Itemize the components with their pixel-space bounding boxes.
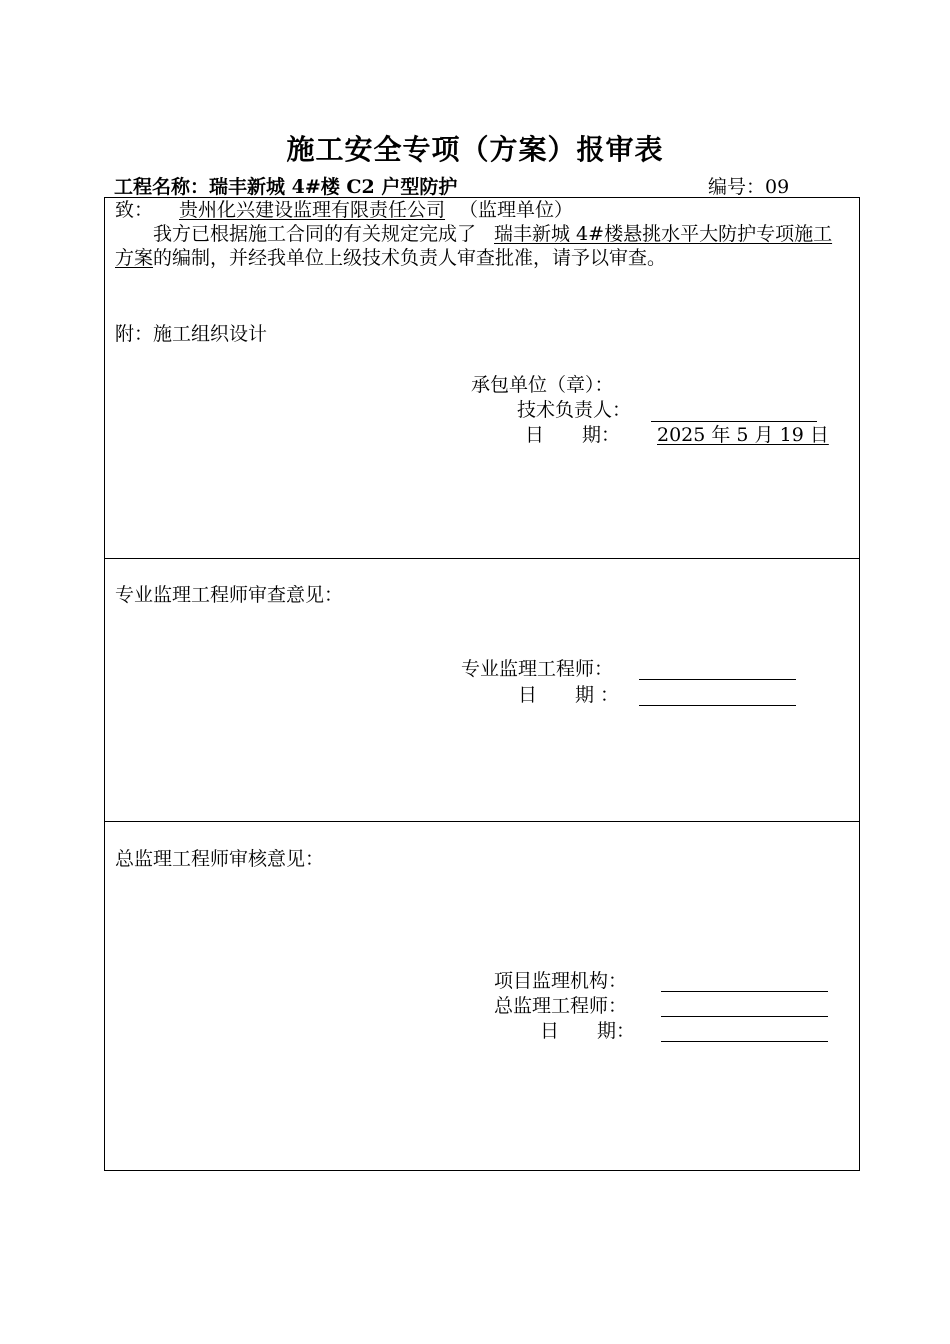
contractor-section (105, 198, 859, 558)
chief-review-section (105, 821, 859, 1170)
to-role: （监理单位） (459, 199, 574, 221)
supervision-org-line[interactable] (661, 991, 828, 992)
project-name-header (114, 172, 457, 199)
addressee-line (115, 198, 573, 222)
engineer-review-heading: 专业监理工程师审查意见： (115, 584, 344, 606)
project-name: 瑞丰新城 4#楼 C2 户型防护 (209, 176, 458, 198)
to-label: 致： (115, 199, 154, 221)
date-label: 日 期： (525, 424, 621, 446)
body-suffix: 的编制，并经我单位上级技术负责人审查批准，请予以审查。 (153, 247, 667, 269)
engineer-review-section (105, 558, 859, 821)
number-value: 09 (765, 176, 790, 198)
chief-engineer-label: 总监理工程师： (494, 995, 628, 1017)
body-prefix: 我方已根据施工合同的有关规定完成了 (153, 223, 477, 245)
tech-lead-signature-line[interactable] (651, 421, 817, 422)
engineer-date-label: 日 期 ： (518, 684, 620, 706)
chief-review-heading: 总监理工程师审核意见： (115, 848, 325, 870)
chief-date-line[interactable] (661, 1041, 828, 1042)
attachment-line: 附：施工组织设计 (115, 323, 268, 345)
supervision-org-label: 项目监理机构： (494, 970, 628, 992)
body-project: 瑞丰新城 4#楼悬挑水平大防护专项施工方案 (115, 223, 833, 269)
page-title: 施工安全专项（方案）报审表 (286, 133, 664, 166)
engineer-signature-line[interactable] (639, 679, 796, 680)
engineer-label: 专业监理工程师： (461, 658, 614, 680)
date-value: 2025 年 5 月 19 日 (657, 424, 829, 446)
project-label: 工程名称： (114, 176, 210, 198)
chief-date-label: 日 期： (540, 1020, 636, 1042)
contractor-label: 承包单位（章）： (471, 374, 614, 396)
submission-paragraph (115, 222, 851, 270)
document-number (708, 172, 789, 199)
to-company: 贵州化兴建设监理有限责任公司 (179, 199, 446, 221)
tech-lead-label: 技术负责人： (517, 399, 632, 421)
engineer-date-line[interactable] (639, 705, 796, 706)
number-label: 编号： (708, 176, 766, 198)
report-form (104, 197, 860, 1171)
chief-engineer-signature-line[interactable] (661, 1016, 828, 1017)
